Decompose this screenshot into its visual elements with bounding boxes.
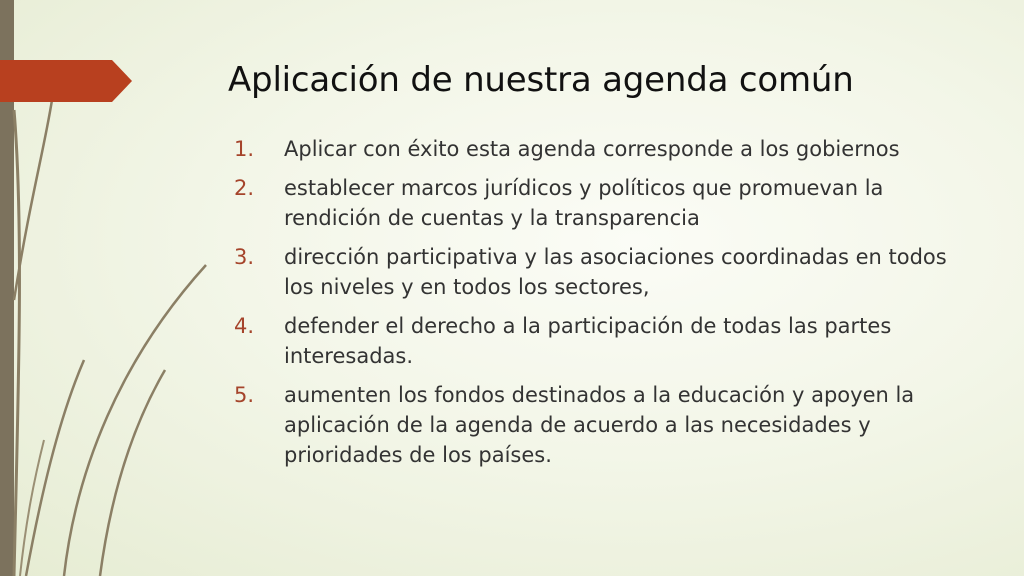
list-item (234, 134, 974, 164)
list-item-text: aumenten los fondos destinados a la educación y apoyen la aplicación de la agenda de acuerdo a las necesidades y prioridades de los países. (284, 383, 915, 467)
list-item (234, 380, 974, 470)
list-item-number: 1. (234, 137, 255, 161)
list-item-text: Aplicar con éxito esta agenda corresponde a los gobiernos (284, 137, 900, 161)
list-item (234, 311, 974, 371)
list-item-text: establecer marcos jurídicos y políticos que promuevan la rendición de cuentas y la transparencia (284, 176, 884, 230)
list-item-text: defender el derecho a la participación de todas las partes interesadas. (284, 314, 892, 368)
title-marker-arrow (0, 60, 132, 102)
list-item-number: 2. (234, 176, 255, 200)
list-item-text: dirección participativa y las asociaciones coordinadas en todos los niveles y en todos los sectores, (284, 245, 947, 299)
list-item-number: 5. (234, 383, 255, 407)
list-item (234, 242, 974, 302)
slide-title: Aplicación de nuestra agenda común (228, 60, 854, 100)
list-item (234, 173, 974, 233)
list-item-number: 4. (234, 314, 255, 338)
list-item-number: 3. (234, 245, 255, 269)
numbered-list (234, 134, 974, 479)
